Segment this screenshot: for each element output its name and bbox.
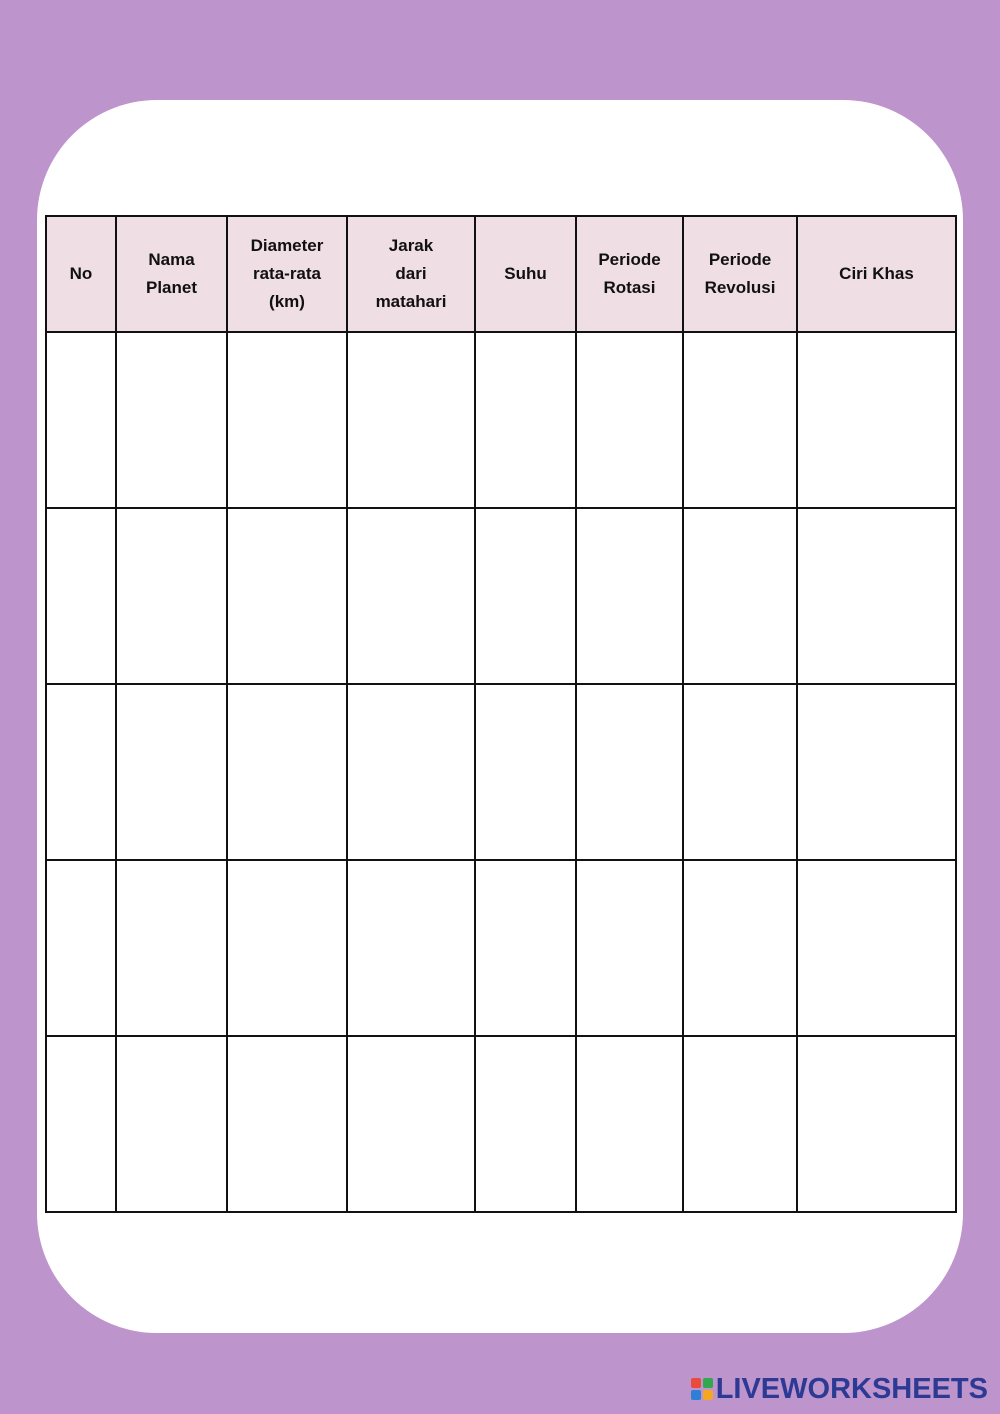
answer-cell[interactable] (683, 508, 797, 684)
logo-text: LIVEWORKSHEETS (715, 1373, 988, 1405)
answer-cell[interactable] (227, 1036, 347, 1212)
answer-cell[interactable] (683, 860, 797, 1036)
table-row (46, 860, 956, 1036)
answer-cell[interactable] (227, 508, 347, 684)
answer-cell[interactable] (116, 860, 227, 1036)
answer-cell[interactable] (347, 684, 475, 860)
liveworksheets-logo-icon (691, 1378, 713, 1400)
answer-cell[interactable] (347, 1036, 475, 1212)
answer-cell[interactable] (683, 1036, 797, 1212)
answer-cell[interactable] (475, 1036, 576, 1212)
answer-cell[interactable] (797, 508, 956, 684)
answer-cell[interactable] (475, 684, 576, 860)
answer-cell[interactable] (116, 684, 227, 860)
answer-cell[interactable] (116, 332, 227, 508)
column-header-periode-rotasi: Periode Rotasi (576, 216, 683, 332)
answer-cell[interactable] (797, 1036, 956, 1212)
answer-cell[interactable] (347, 508, 475, 684)
answer-cell[interactable] (46, 1036, 116, 1212)
column-header-diameter: Diameter rata-rata (km) (227, 216, 347, 332)
logo-square-icon (691, 1378, 701, 1388)
table-row (46, 332, 956, 508)
answer-cell[interactable] (797, 860, 956, 1036)
table-header-row (46, 216, 956, 332)
answer-cell[interactable] (46, 508, 116, 684)
table-body (46, 332, 956, 1212)
column-header-nama-planet: Nama Planet (116, 216, 227, 332)
table-row (46, 508, 956, 684)
answer-cell[interactable] (347, 860, 475, 1036)
answer-cell[interactable] (227, 332, 347, 508)
answer-cell[interactable] (576, 684, 683, 860)
answer-cell[interactable] (46, 860, 116, 1036)
planet-table (45, 215, 957, 1213)
column-header-suhu: Suhu (475, 216, 576, 332)
logo-square-icon (703, 1378, 713, 1388)
table-row (46, 684, 956, 860)
column-header-no: No (46, 216, 116, 332)
answer-cell[interactable] (46, 684, 116, 860)
answer-cell[interactable] (475, 508, 576, 684)
answer-cell[interactable] (227, 860, 347, 1036)
table-row (46, 1036, 956, 1212)
answer-cell[interactable] (797, 684, 956, 860)
answer-cell[interactable] (116, 508, 227, 684)
liveworksheets-logo (691, 1373, 988, 1405)
column-header-jarak: Jarak dari matahari (347, 216, 475, 332)
column-header-periode-revolusi: Periode Revolusi (683, 216, 797, 332)
answer-cell[interactable] (46, 332, 116, 508)
logo-square-icon (703, 1390, 713, 1400)
answer-cell[interactable] (475, 860, 576, 1036)
answer-cell[interactable] (797, 332, 956, 508)
answer-cell[interactable] (683, 684, 797, 860)
answer-cell[interactable] (683, 332, 797, 508)
answer-cell[interactable] (116, 1036, 227, 1212)
answer-cell[interactable] (576, 508, 683, 684)
answer-cell[interactable] (227, 684, 347, 860)
answer-cell[interactable] (576, 1036, 683, 1212)
answer-cell[interactable] (576, 332, 683, 508)
logo-square-icon (691, 1390, 701, 1400)
answer-cell[interactable] (475, 332, 576, 508)
answer-cell[interactable] (576, 860, 683, 1036)
answer-cell[interactable] (347, 332, 475, 508)
column-header-ciri-khas: Ciri Khas (797, 216, 956, 332)
